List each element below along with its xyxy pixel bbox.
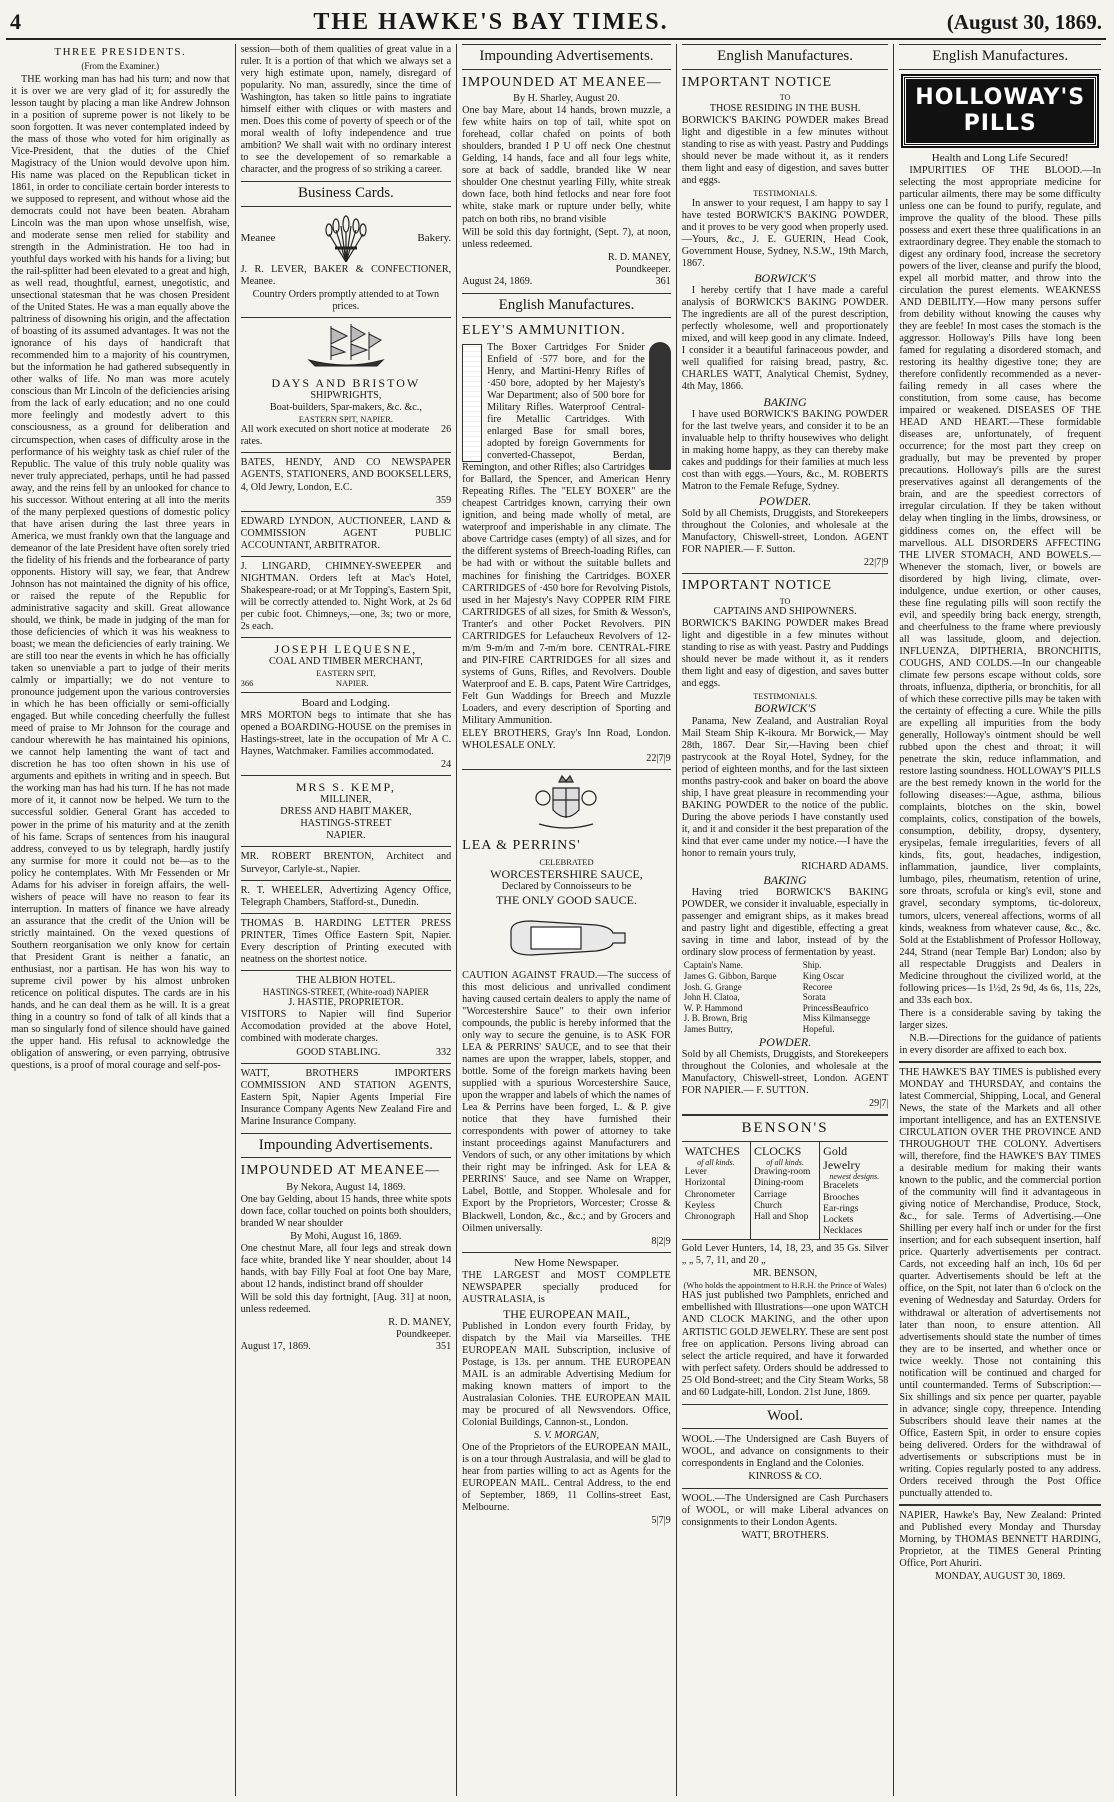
lequesne-num: 366 [240, 678, 254, 689]
imprint-date: MONDAY, AUGUST 30, 1869. [935, 1571, 1066, 1583]
table-cell: Hopeful. [802, 1023, 835, 1034]
list-item: Church [753, 1200, 782, 1211]
wool-ad: WOOL.—The Undersigned are Cash Buyers of WOOL, and advance on consignments to their correspondents in England and the Colonies. [681, 1434, 889, 1470]
albion-proprietor: J. HASTIE, PROPRIETOR. [288, 997, 404, 1009]
benson-col-title: Gold Jewelry [823, 1143, 861, 1172]
lp-text: CAUTION AGAINST FRAUD.—The success of this most delicious and unrivalled condiment having caused certain dealers to apply the name of "Worcestershire Sauce" to their own inferior compounds, the public is hereby informed that the only way to secure the genuine, is to ASK FOR LEA & PERRINS' SAUCE, and to see that their names are upon the wrapper, labels, stopper, and bottle. Some of the foreign markets having been supplied with a spurious Worcestershire Sauce, upon the wrapper and labels of which the names of Lea & Perrins have been forged, L. & P. give notice that they have furnished their correspondents with power of attorney to take instant proceedings against Manufacturers and Vendors of such, or any other imitations by which their right may be infringed. Ask for LEA & PERRINS' Sauce, and see Name on Wrapper, Label, Bottle, and Stopper. Wholesale and for Export by the Proprietors, Worcester; Crosse & Blackwell, London, &c., &c.; and by Grocers and Oilmen universally. [462, 969, 671, 1234]
testimonial: In answer to your request, I am happy to say I have tested BORWICK'S BAKING POWDER, and it proves to be very good when properly used.—Yours, &c., J. E. GUERIN, Head Cook, Government House, Sydney, N.S.W., 19th March, 1867. [681, 197, 889, 270]
bakery-label: Bakery. [417, 231, 452, 244]
lequesne-town: NAPIER. [335, 678, 369, 689]
kemp-title: MRS S. KEMP, [295, 780, 396, 795]
impound-keeper-title: Poundkeeper. [396, 1329, 452, 1341]
baking-label: BAKING [763, 872, 807, 887]
impound-num: 361 [655, 275, 671, 287]
article-body: THE working man has had his turn; and now that it is over we are very glad of it; for assuredly the lesson taught by placing a man like Andrew Johnson in a position of supreme power is not likely to be soon forgotten. It was never contemplated indeed by the mass of those who voted for him originally as Vice-President, that the duties of the Chief Magistracy of the Union would devolve upon him. His name was placed on the Republican ticket in 1861, in order to conciliate certain border interests to we supposed to represent, and without whose aid the democrats could not have been beaten. Abraham Lincoln was the man upon whose unselfish, wise, and moderate sense men relied for stability and strength in the Administration. He too had in youthful days worked with his hands for a living; but the rail-splitter had been elevated to a great and high, as well read, thoughtful, earnest, unegotistic, and unsectional statesman that he was chosen President of the United States. He was a man equally above the paltriness of disowning his origin, and the affectation of boasting of its assumed advantages. It was not the ignorance of his days of handicraft that recommended him to a majority of his countrymen, but the information he had gathered subsequently in other walks of life. No man was more acutely conscious than Mr Lincoln of the deficiencies arising from the lack of early education; and no one could more feelingly and modestly advert to this consciousness, as a ground for deliberation and circumspection, when cases of difficulty arose in the performance of his weighty task as chief ruler of the Republic. The value of this truly noble quality was never truly appreciated, perhaps, until he had passed away, and the reins fell by an unlooked for chance to his successor. Without entering at all into the merits of the many perplexed questions of domestic policy that have arisen during the last three years in America, we must frankly own that the language and demeanor of the late President have often sorely tried the fidelity of his friends and the forbearance of party opponents. History will say, we fear, that Andrew Johnson has not maintained the dignity of his office, or raised the repute of the Republic for administrative sagacity and skill. Great allowance should, we think, be made in judging of the man for those deficiencies of which it was his weakness to boast; we mean the deficiencies of early training. We are still too near the events in which he has officially taken so unenviable a part to judge of their merits calmly or impartially; we do not venture to pronounce judgement upon the various controversies in which he has been officially or semi-officially engaged. But while conceding cheerfully the fullest meed of praise to Mr Johnson for the courage and candour wherewith he has maintained his opinions, we cannot help lamenting the want of tact and discretion he has too often shown in his use of arguments and epithets in writing and in speech. But the working man has had his turn. If he has not made more of it, it cannot now be helped. We turn to the successful soldier. General Grant has acceded to power in the prime of his maturity and at the zenith of his fame. Scraps of sentences from his inaugural address, conveyed to us by telegraph, hardly justify any surmise for more it could not be—as to the policy he contemplates. With Mr Fessenden or Mr Adams for his adviser in foreign affairs, the well-wishers of peace will have no reason to fear its interruption. In matters of finance we have already an assurance that the credit of the Union will be strictly maintained. On the vexed questions of Southern reorganisation we only know for certain that President Grant is neither a fanatic, an enthusiast, nor a partisan. He has won his way to supreme civil power by his almost unbroken reticence on political disputes. The cards are in his hands, and he can deal them as he will. It is a great thing in a country so fond of talk of all kinds that a man so singularly fond of silence should have gained the upper hand. His refusal to acknowledge the obligation of answering, or even parrying, obtrusive questions, is a proof of moral courage and self-pos- [11, 73, 230, 1072]
lp-sauce: WORCESTERSHIRE SAUCE, [490, 866, 643, 881]
impound-sold: Will be sold this day fortnight, [Aug. 31] at noon, unless redeemed. [240, 1292, 452, 1316]
list-item: Keyless [684, 1200, 715, 1211]
list-item: Chronograph [684, 1211, 735, 1222]
newspaper-title: THE HAWKE'S BAY TIMES. [313, 9, 669, 35]
eley-text: The Boxer Cartridges For Snider Enfield of ·577 bore, and for the Henry, and Martini-Henry Rifles of ·450 bore, adopted by her Majesty's War Department; also of 500 bore for Military Rifles. Waterproof Central-fire Metallic Cartridges. With enlarged Base for small bores, adopted by foreign Governments for converted-Chassepot, Berdan, Remington, and other Rifles; also Cartridges for Ballard, the Spencer, and American Henry Repeating Rifles. The "ELEY BOXER" are the cheapest Cartridges known, carrying their own ignition, and being made wholly of metal, are waterproof and imperishable in any climate. The above Cartridge cases (empty) of all sizes, and for the different systems of Breech-loading Rifles, can be had with or without the suitable bullets and machines for finishing the Cartridges. BOXER CARTRIDGES of ·450 bore for Revolving Pistols, used in her Majesty's Navy COPPER RIM FIRE CARTRIDGES of all sizes, for Smith & Wesson's, Tranter's and other Pocket Revolvers. PIN CARTRIDGES for Lefaucheux Revolvers of 12-m/m 9-m/m and 7-m/m bore. CENTRAL-FIRE and PIN-FIRE CARTRIDGES for all sizes and systems of Guns, Rifles, and Revolvers. Double Waterproof and E. B. caps, Patent Wire Cartridges, Felt Gun Waddings for Breech and Muzzle Loaders, and every description of Sporting and Military Ammunition. [462, 341, 671, 726]
lequesne-line: COAL AND TIMBER MERCHANT, [268, 656, 423, 668]
benson-col-sub: newest designs. [829, 1171, 880, 1181]
sold-text: Sold by all Chemists, Druggists, and Storekeepers throughout the Colonies, and wholesale at the Manufactory, Chiswell-street, London. AGENT FOR NAPIER.— F. SUTTON. [681, 1048, 889, 1096]
testimonial: Having tried BORWICK'S BAKING POWDER, we consider it invaluable, especially in passenger and emigrant ships, as it makes bread and pastry light and digestible, effecting a great saving in time and labor, instead of by the ordinary slow process of fermentation by yeast. [681, 887, 889, 959]
days-sub: SHIPWRIGHTS, [310, 390, 382, 402]
days-line: Boat-builders, Spar-makers, &c. &c., [269, 402, 422, 414]
notice-sub: CAPTAINS AND SHIPOWNERS. [713, 606, 857, 618]
kemp-line: NAPIER. [326, 830, 366, 842]
benson-lever: Gold Lever Hunters, 14, 18, 23, and 35 Gs. Silver „ „ 5, 7, 11, and 20 „ [681, 1243, 889, 1267]
brenton-ad: MR. ROBERT BRENTON, Architect and Surveyor, Carlyle-st., Napier. [240, 851, 452, 875]
eley-title: ELEY'S AMMUNITION. [462, 323, 626, 339]
table-row [682, 1013, 889, 1024]
impound-sold: Will be sold this day fortnight, (Sept. 7), at noon, unless redeemed. [462, 226, 671, 250]
meanee-bakery-ad [241, 212, 452, 313]
masthead [6, 8, 1106, 40]
impound-date: August 17, 1869. [240, 1341, 311, 1353]
english-manufactures-heading: English Manufactures. [899, 44, 1101, 70]
impound-text: One chestnut Mare, all four legs and streak down face white, branded like Y near shoulder, about 14 hands, with bay Filly Foal at foot One bay Mare, about 12 hands, indistinct brand off shoulder [240, 1243, 452, 1291]
english-manufactures-heading: English Manufactures. [682, 44, 889, 70]
lp-declared: Declared by Connoisseurs to be [501, 880, 632, 892]
table-cell: King Oscar [802, 970, 844, 981]
lp-num: 8|2|9 [651, 1235, 671, 1247]
albion-title: THE ALBION HOTEL. [296, 974, 396, 986]
lp-only: THE ONLY GOOD SAUCE. [495, 892, 637, 907]
mail-num: 5|7|9 [651, 1515, 671, 1527]
days-num: 26 [440, 424, 452, 436]
list-item: Drawing-room [753, 1167, 811, 1178]
table-row [682, 1024, 889, 1035]
lingard-ad: J. LINGARD, CHIMNEY-SWEEPER and NIGHTMAN. Orders left at Mac's Hotel, Shakespeare-road; or at Mr Topping's, Eastern Spit, will be correctly attended to. Night Work, at 2s 6d per cubic foot. Chimneys,—one, 3s; two or more, 2s each. [240, 560, 452, 632]
article-continuation: session—both of them qualities of great value in a ruler. It is a portion of that which we always set a very high estimate upon, namely, disregard of popularity. No man, assuredly, since the time of Washington, has taken so little pains to ingratiate himself either with cliques or with masters and men. Does this come of poverty of speech or of the moral wealth of lofty independence and true ambition? We shall wait with no ordinary interest to see the developement of so remarkable a character, and the progress of so striking a career. [240, 44, 452, 176]
notice-text: BORWICK'S BAKING POWDER makes Bread light and digestible in a few minutes without standing to rise as with yeast. Pastry and Puddings should never be made without it, as it renders them light and easy of digestion, and saves butter and eggs. [681, 618, 889, 690]
impound-keeper: R. D. MANEY, [388, 1317, 452, 1329]
times-terms: THE HAWKE'S BAY TIMES is published every MONDAY and THURSDAY, and contains the latest Commercial, Shipping, Local, and General News, the state of the Markets and all other important intelligence, and has an EXTENSIVE CIRCULATION OVER THE PROVINCE AND THROUGHOUT THE COLONY. Advertisers will, therefore, find the HAWKE'S BAY TIMES a desirable medium for making their wants known to the public, and the commercial portion of the community will find it advantageous in giving notice of Merchandise, Produce, Stock, &c., for sale. Terms of Advertising.—One Shilling per every half inch or under for the first insertion; and for each subsequent insertion, half price. Quarterly advertisements per contract. Cards, not exceeding half an inch, 10s 6d per quarter. Advertisements should be left at the office, on the Spit, not later than 6 o'clock on the evening of Wednesday and Saturday. Orders for withdrawal or alteration of advertisements not later than noon, to ensure attention. All advertisements should state the number of times they are to be inserted, and whether once or twice weekly. Those not containing this notification will be continued and charged for until countermanded. Terms of Subscription:—Six shillings and six pence per quarter, payable in advance; single copy, threepence. Intending Subscribers should leave their names at the Office, Eastern Spit, in order to ensure copies being delivered. Orders for the withdrawal of advertisements or subscriptions must be in writing. Copies regularly posted to any address. Orders received through the Post Office punctually attended to. [899, 1066, 1101, 1499]
list-item: Horizontal [684, 1178, 726, 1189]
testimonial: I have used BORWICK'S BAKING POWDER for the last twelve years, and consider it to be an invaluable help to thrifty housewives who delight in making home happy, as they can thereby make cakes and puddings for their families at much less cost than with eggs.—Yours, &c., M. ROBERTS Matron to the Female Refuge, Sydney. [681, 408, 889, 492]
ship-icon [301, 322, 391, 372]
column-4 [677, 44, 895, 1796]
benson-col-title: WATCHES [684, 1143, 741, 1158]
days-note: All work executed on short notice at moderate rates. [240, 424, 430, 448]
holloway-note: There is a considerable saving by taking the larger sizes. [899, 1007, 1101, 1031]
ships-table [682, 960, 889, 1034]
table-cell: Sorata [802, 992, 826, 1003]
sauce-bottle-icon [501, 911, 631, 966]
table-cell: Miss Kilmansegge [802, 1013, 870, 1024]
table-cell: W. P. Hammond [683, 1002, 743, 1013]
column-2 [236, 44, 458, 1796]
article-source: (From the Examiner.) [81, 60, 160, 71]
royal-crest-icon [531, 774, 601, 834]
english-manufactures-heading: English Manufactures. [462, 293, 671, 319]
impound-by: By Mohi, August 16, 1869. [290, 1231, 402, 1243]
benson-grid [682, 1141, 889, 1241]
newspaper-text: THE LARGEST and MOST COMPLETE NEWSPAPER specially produced for AUSTRALASIA, is [462, 1269, 671, 1305]
holloway-text: IMPURITIES OF THE BLOOD.—In selecting the most appropriate medicine for particular ailments, there may be some difficulty unless one can be found to purify, regulate, and improve the quality of the blood. These pills possess and exert these three qualifications in an extraordinary degree. They enable the stomach to digest any ordinary food, increase the secretory powers of the liver, cleanse and purify the blood, expel all morbid matter, and throw into the circulation the purest elements. WEAKNESS AND DEBILITY.—How many persons suffer from debility without knowing the causes why they are feeble! In most cases the stomach is the aggressor. Holloway's Pills have long been famed for regulating a disordered stomach, and restoring its healthy digestive tone; they are therefore confidently recommended as a never-failing remedy in all cases where the constitution, from some cause, has become impaired or weakened. DISEASES OF THE HEAD AND HEART.—These formidable diseases are, unfortunately, of frequent occurrence; for the most part they creep on gradually, but may be prevented by proper precautions. Holloway's pills are the surest preservatives against all derangements of the brain, and are the speediest correctors of irregular circulation. If they be taken without delay when tingling in the limbs, drowsiness, or giddiness comes on, the effect will be marvellous. ALL DISORDERS AFFECTING THE LIVER STOMACH, AND BOWELS.—Whenever the stomach, liver, or bowels are disordered by high living, climate, over-indulgence, undue exertion, or other causes, these fine regulating pills will soon rectify the evil, and speedily bring back energy, strength, and cheerfulness to the frame where previously all was lassitude, gloom, and dejection. INFLUENZA, DIPTHERIA, BRONCHITIS, COUGHS, AND COLDS.—In our changeable climate few persons escape without colds, sore throats, influenza, diptheria, or bronchitis, for all of which these corrective pills may be taken with the certainty of effecting a cure. While the pills are expelling all impurities from the body generally, Holloway's ointment should be well rubbed upon the chest and throat; it will penetrate the skin, reduce inflammation, and restore lasting soundness. HOLLOWAY'S PILLS are the best remedy known in the world for the following diseases:—Ague, asthma, bilious complaints, blotches on the skin, bowel complaints, colics, constipation of the bowels, consumption, debility, dropsy, dysentery, erysipelas, female irregularities, fevers of all kinds, fits, gout, headaches, indigestion, inflammation, jaundice, liver complaints, lumbago, piles, rheumatism, retention of urine, sore throats, scrofula or king's evil, stone and gravel, secondary symptoms, tic-doloreux, tumors, ulcers, venereal affections, worms of all kinds, weakness from whatever cause, &c., &c. Sold at the Establishment of Professor Holloway, 244, Strand (near Temple Bar) London; also by all respectable Druggists and Dealers in Medicine throughout the civilized world, at the following prices—1s 1½d, 2s 9d, 4s 6s, 11s, 22s, and 33s each box. [899, 164, 1101, 1006]
bullet-illustration [649, 342, 671, 470]
european-mail-title: THE EUROPEAN MAIL, [502, 1306, 630, 1321]
lever-note: Country Orders promptly attended to at Town prices. [252, 289, 440, 313]
table-cell: J. B. Brown, Brig [683, 1013, 748, 1024]
newspaper-heading: New Home Newspaper. [514, 1256, 619, 1269]
morgan: S. V. MORGAN, [533, 1430, 600, 1442]
wool-heading: Wool. [682, 1404, 889, 1430]
table-row [682, 992, 889, 1003]
days-bristow-ad [241, 322, 452, 448]
issue-date: (August 30, 1869. [946, 10, 1102, 34]
lequesne-title: JOSEPH LEQUESNE, [274, 641, 418, 656]
testimonials-label: TESTIMONIALS. [753, 187, 818, 198]
list-item: Dining-room [753, 1178, 804, 1189]
column-5 [894, 44, 1106, 1796]
impound-title: IMPOUNDED AT MEANEE— [240, 1163, 440, 1179]
eley-sign: ELEY BROTHERS, Gray's Inn Road, London. WHOLESALE ONLY. [462, 727, 671, 751]
lea-perrins-title: LEA & PERRINS' [462, 838, 581, 853]
holloways-pills-banner: HOLLOWAY'S PILLS [903, 76, 1097, 146]
testimonial-sign: RICHARD ADAMS. [801, 860, 889, 872]
kemp-line: HASTINGS-STREET [300, 818, 392, 830]
morton-ad: MRS MORTON begs to intimate that she has opened a BOARDING-HOUSE on the premises in Hastings-street, late in the occupation of Mr A C. Haynes, Watchmaker. Families accommodated. [240, 710, 452, 758]
notice-title: IMPORTANT NOTICE [681, 74, 833, 90]
table-cell: PrincessBeaufrico [802, 1002, 869, 1013]
powder-label: POWDER. [758, 493, 812, 508]
baking-label: BAKING [763, 394, 807, 409]
lequesne-ad [241, 642, 452, 688]
list-item: Brooches [823, 1192, 860, 1203]
business-cards-heading: Business Cards. [241, 181, 452, 207]
stabling-text: GOOD STABLING. [296, 1046, 381, 1058]
impound-by: By Nekora, August 14, 1869. [286, 1181, 406, 1193]
page-number: 4 [10, 9, 21, 34]
table-cell: Recoree [802, 981, 833, 992]
list-item: Chronometer [684, 1189, 735, 1200]
list-item: Carriage [753, 1189, 787, 1200]
board-heading: Board and Lodging. [301, 697, 391, 710]
meanee-label: Meanee [240, 231, 276, 244]
ad-num: 29|7| [869, 1097, 889, 1109]
kemp-line: MILLINER, [320, 794, 372, 806]
list-item: Bracelets [823, 1181, 859, 1192]
holloway-nb: N.B.—Directions for the guidance of patients in every disorder are affixed to each box. [899, 1032, 1101, 1056]
table-cell: John H. Clatoa, [683, 992, 740, 1003]
table-cell: James Buttry, [683, 1023, 733, 1034]
benson-appt: (Who holds the appointment to H.R.H. the Prince of Wales) [683, 1280, 887, 1291]
benson-mr: MR. BENSON, [752, 1268, 818, 1280]
table-row [682, 982, 889, 993]
stabling-num: 332 [435, 1046, 452, 1058]
impounding-heading: Impounding Advertisements. [241, 1133, 452, 1159]
wheat-sheaf-icon [321, 212, 371, 264]
article-heading: THREE PRESIDENTS. [54, 46, 187, 58]
columns [6, 44, 1106, 1796]
lequesne-addr: EASTERN SPIT, [316, 668, 376, 679]
table-header: Ship. [802, 960, 822, 971]
impound-date: August 24, 1869. [462, 275, 533, 287]
bates-ad [241, 457, 452, 506]
borwick-label: BORWICK'S [754, 271, 816, 286]
albion-text: VISITORS to Napier will find Superior Accomodation provided at the above Hotel, combined with moderate charges. [240, 1009, 452, 1045]
mail-text-2: One of the Proprietors of the EUROPEAN MAIL, is on a tour through Australasia, and will be glad to hear from parties willing to act as Agents for the EUROPEAN MAIL. Central Address, to the end of September, 1869, 11 Collins-street East, Melbourne. [462, 1442, 671, 1514]
notice-text: BORWICK'S BAKING POWDER makes Bread light and digestible in a few minutes without standing to rise as with yeast. Pastry and Puddings should never be made without it, as it renders them light and easy of digestion, and saves butter and eggs. [681, 114, 889, 186]
benson-text: HAS just published two Pamphlets, enriched and embellished with Illustrations—one upon WATCH AND CLOCK MAKING, and the other upon ARTISTIC GOLD JEWELRY. These are sent post free on application. Persons living abroad can select the article required, and have it forwarded with perfect safety. Orders should be addressed to 25 Old Bond-street; and the City Steam Works, 58 and 60 Ludgate-hill, London. 21st June, 1869. [681, 1290, 889, 1398]
benson-col-sub: of all kinds. [766, 1157, 804, 1167]
impound-text: One bay Mare, about 14 hands, brown muzzle, a few white hairs on top of tail, white spot on forehead, collar chafed on points of both shoulders, branded I P U off neck One chestnut Gelding, 14 hands, face and all four legs white, sore at back of saddle, branded like W near shoulder One chestnut yearling Filly, white streak down face, both hind fetlocks and near fore foot white, stake mark or rupture under belly, white patch on both ribs, no brand visible [462, 105, 671, 225]
lyndon-ad: EDWARD LYNDON, AUCTIONEER, LAND & COMMISSION AGENT PUBLIC ACCOUNTANT, ARBITRATOR. [240, 515, 452, 551]
testimonial: I hereby certify that I have made a careful analysis of BORWICK'S BAKING POWDER. The ingredients are all of the purest description, perfectly wholesome, well and proportionately mixed, and will keep good in any climate. Indeed, I consider it a beautiful farinaceous powder, and well qualified for raising bread, pastry, &c. CHARLES WATT, Analytical Chemist, Sydney, 4th May, 1866. [681, 285, 889, 393]
impounding-heading: Impounding Advertisements. [462, 44, 671, 70]
benson-col-title: CLOCKS [753, 1143, 802, 1158]
benson-title: BENSON'S [741, 1119, 829, 1136]
table-header: Captain's Name. [683, 960, 743, 971]
days-addr: EASTERN SPIT, NAPIER. [298, 414, 394, 425]
impound-keeper-title: Poundkeeper. [615, 263, 671, 275]
watt-ad: WATT, BROTHERS IMPORTERS COMMISSION AND STATION AGENTS, Eastern Spit, Napier Agents Imperial Fire Insurance Company Agents New Zealand Fire and Marine Insurance Company. [240, 1067, 452, 1127]
powder-label: POWDER. [758, 1034, 812, 1049]
list-item: Necklaces [823, 1226, 863, 1237]
eley-num: 22|7|9 [646, 752, 671, 764]
notice-title: IMPORTANT NOTICE [681, 578, 833, 594]
wool-ad: WOOL.—The Undersigned are Cash Purchasers of WOOL, or will make Liberal advances on consignments to their London Agents. [681, 1492, 889, 1528]
notice-to: TO [779, 93, 791, 103]
ad-num: 22|7|9 [863, 557, 889, 569]
impound-num: 351 [435, 1341, 452, 1353]
wool-sign: WATT, BROTHERS. [741, 1529, 829, 1541]
lever-ad-text: J. R. LEVER, BAKER & CONFECTIONER, Meanee. [240, 264, 452, 288]
lp-celebrated: CELEBRATED [539, 856, 594, 867]
table-row [682, 971, 889, 982]
notice-to: TO [779, 596, 791, 606]
list-item: Ear-rings [823, 1203, 859, 1214]
impound-title: IMPOUNDED AT MEANEE— [462, 74, 662, 90]
testimonials-label: TESTIMONIALS. [753, 691, 818, 702]
bates-text: BATES, HENDY, AND CO NEWSPAPER AGENTS, STATIONERS, AND BOOKSELLERS, 4, Old Jewry, London, E.C. [240, 457, 452, 493]
list-item: Lockets [823, 1214, 854, 1225]
testimonial: Panama, New Zealand, and Australian Royal Mail Steam Ship K-ikoura. Mr Borwick,— May 28th, 1867. Dear Sir,—Having been chief pastrycook at the Royal Hotel, Sydney, for the period of eighteen months, and for the last sixteen months pastry-cook and baker on board the above ship, I have great pleasure in recommending your BAKING POWDER to the notice of the public. During the above periods I have constantly used it, and it and consider it the best preparation of the kind that ever came under my notice.—I have the honor to remain yours truly, [681, 715, 889, 859]
wool-sign: KINROSS & CO. [748, 1471, 822, 1483]
column-1 [6, 44, 236, 1796]
benson-col-sub: of all kinds. [697, 1157, 735, 1167]
table-cell: Josh. G. Grange [683, 981, 742, 992]
imprint: NAPIER, Hawke's Bay, New Zealand: Printed and Published every Monday and Thursday Morning, by THOMAS BENNETT HARDING, Proprietor, at the TIMES General Printing Office, Port Ahuriri. [899, 1510, 1101, 1570]
table-cell: James G. Gibbon, Barque [683, 970, 777, 981]
list-item: Hall and Shop [753, 1211, 809, 1222]
kemp-line: DRESS AND HABIT MAKER, [280, 806, 412, 818]
list-item: Lever [684, 1167, 707, 1178]
sold-text: Sold by all Chemists, Druggists, and Storekeepers throughout the Colonies, and wholesale at the Manufactory, Chiswell-street, London. AGENT FOR NAPIER.— F. Sutton. [681, 508, 889, 556]
table-row [682, 1003, 889, 1014]
impound-by: By H. Sharley, August 20. [513, 93, 620, 105]
cartridge-box-illustration [462, 344, 482, 462]
notice-sub: THOSE RESIDING IN THE BUSH. [709, 102, 861, 114]
wheeler-ad: R. T. WHEELER, Advertizing Agency Office, Telegraph Chambers, Stafford-st., Dunedin. [240, 884, 452, 908]
bates-num: 359 [435, 494, 452, 506]
harding-ad: THOMAS B. HARDING LETTER PRESS PRINTER, Times Office Eastern Spit, Napier. Every description of Printing executed with neatness on the shortest notice. [240, 917, 452, 965]
kemp-ad [241, 780, 452, 842]
impound-keeper: R. D. MANEY, [607, 251, 671, 263]
borwick-label: BORWICK'S [754, 701, 816, 716]
health-heading: Health and Long Life Secured! [931, 151, 1069, 164]
albion-addr: HASTINGS-STREET, (White-road) NAPIER [262, 986, 429, 997]
morton-num: 24 [440, 759, 452, 771]
impound-text: One bay Gelding, about 15 hands, three white spots down face, collar touched on points both shoulders, branded W near shoulder [240, 1193, 452, 1229]
days-bristow-title: DAYS AND BRISTOW [271, 376, 421, 391]
column-3 [457, 44, 677, 1796]
mail-text: Published in London every fourth Friday, by dispatch by the Mail via Marseilles. THE EUROPEAN MAIL Subscription, inclusive of Postage, is 13s. per annum. THE EUROPEAN MAIL is an admirable Advertising Medium for making known matters of import to the Australasian Colonies. THE EUROPEAN MAIL may be procured of all Newsvendors. Office, Colonial Buildings, Cannon-st., London. [462, 1320, 671, 1429]
